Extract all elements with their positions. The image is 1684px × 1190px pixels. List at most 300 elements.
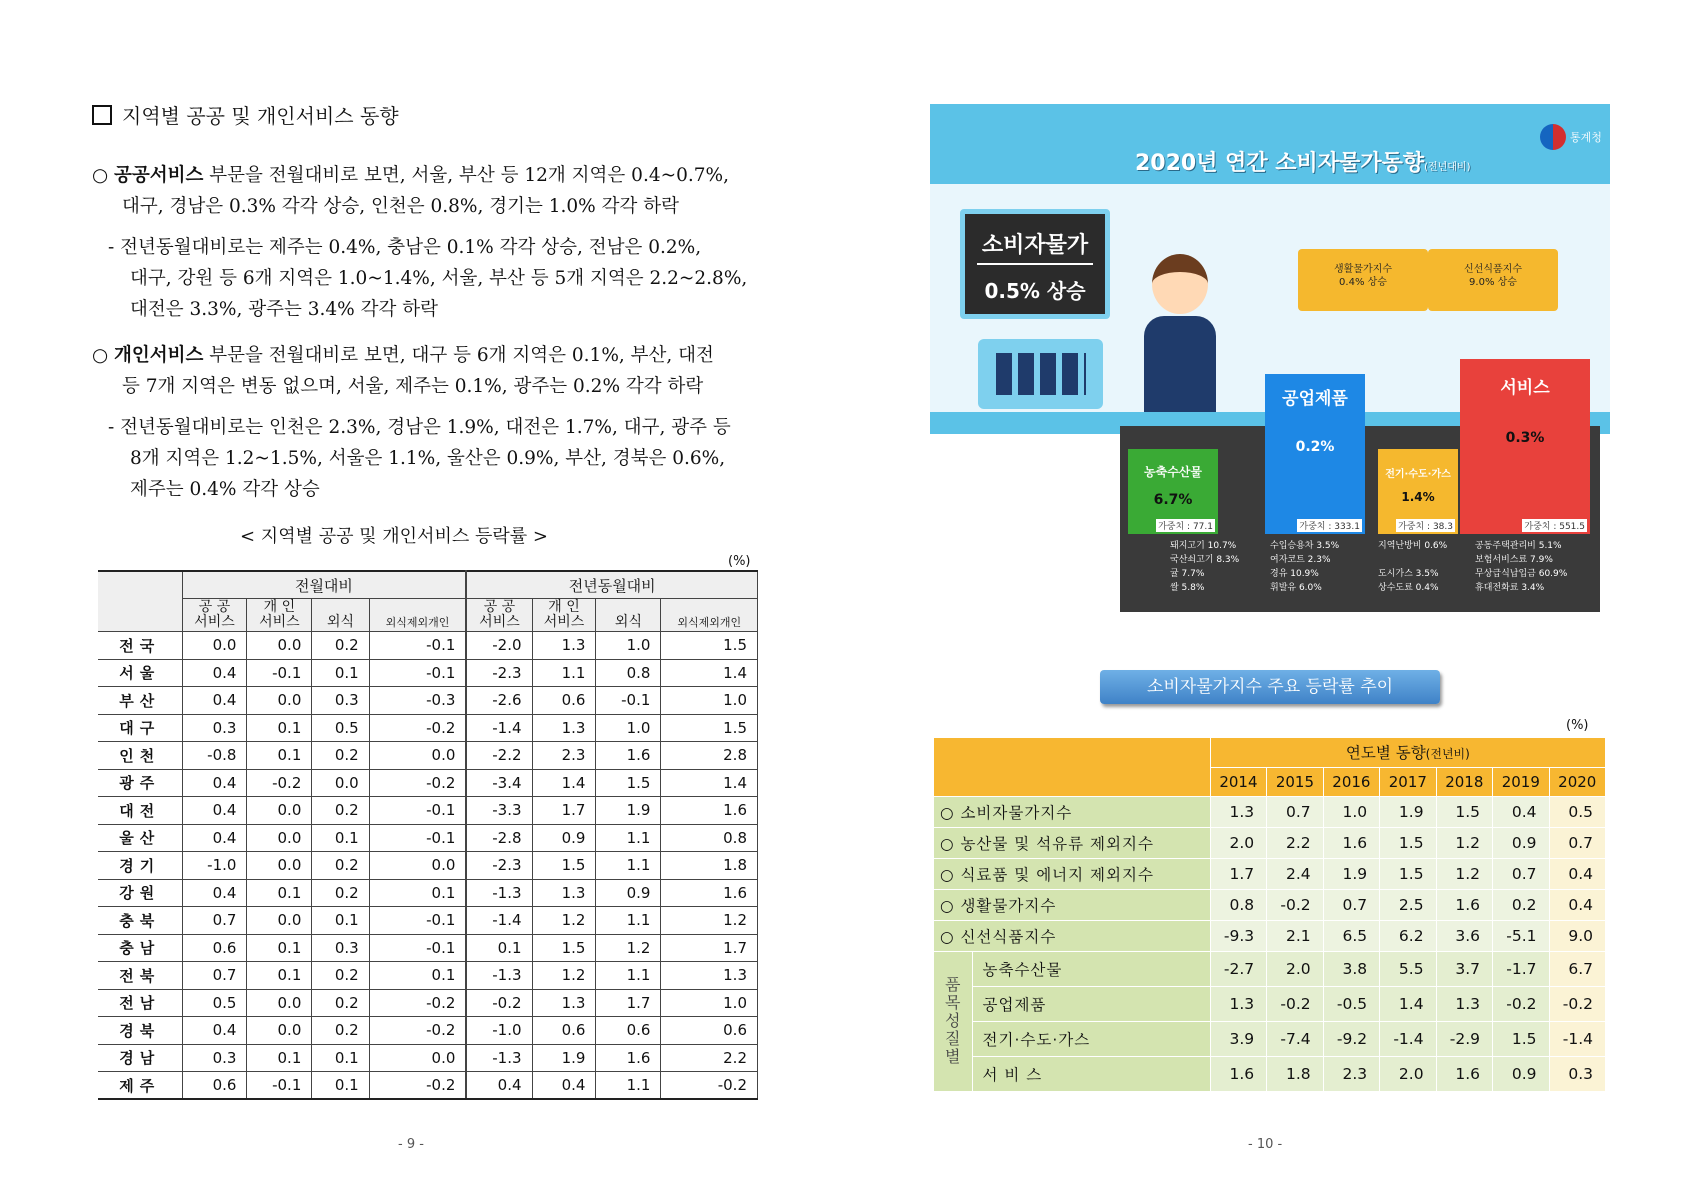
value-cell: 3.7 (1436, 951, 1492, 986)
paragraph-line: ○ 공공서비스 부문을 전월대비로 보면, 서울, 부산 등 12개 지역은 0.4~0.7%, (92, 165, 729, 186)
region-cell: 전북 (98, 962, 182, 990)
basket-living-index: 생활물가지수 0.4% 상승 (1298, 249, 1428, 311)
page-number: - 10 - (1248, 1137, 1283, 1152)
value-cell: 0.1 (247, 962, 312, 990)
table-row (98, 824, 758, 852)
region-cell: 전국 (98, 632, 182, 660)
subheader-exdining: 외식제외개인 (661, 599, 758, 632)
value-cell: 1.2 (1436, 858, 1492, 889)
value-cell: 0.0 (312, 769, 369, 797)
value-cell: 1.3 (661, 962, 758, 990)
value-cell: -0.1 (596, 687, 661, 715)
value-cell: 0.2 (312, 879, 369, 907)
table-row (934, 920, 1606, 951)
value-cell: 1.9 (532, 1044, 596, 1072)
value-cell: -0.1 (369, 797, 466, 825)
value-cell: 0.2 (312, 962, 369, 990)
value-cell: 1.6 (1323, 827, 1379, 858)
value-cell: -1.7 (1493, 951, 1549, 986)
value-cell: 0.1 (247, 714, 312, 742)
value-cell: 0.0 (247, 687, 312, 715)
value-cell: 1.6 (596, 742, 661, 770)
value-cell: 0.0 (247, 1017, 312, 1045)
value-cell: 0.6 (532, 687, 596, 715)
value-cell: 1.3 (532, 879, 596, 907)
table-row (98, 769, 758, 797)
value-cell: -2.7 (1210, 951, 1266, 986)
value-cell: 0.1 (312, 824, 369, 852)
value-cell: 0.9 (532, 824, 596, 852)
region-cell: 경남 (98, 1044, 182, 1072)
value-cell: -1.4 (466, 907, 532, 935)
value-cell: -2.6 (466, 687, 532, 715)
value-cell: -7.4 (1267, 1021, 1323, 1056)
value-cell: 0.9 (596, 879, 661, 907)
value-cell: -1.0 (466, 1017, 532, 1045)
value-cell: 0.1 (247, 934, 312, 962)
value-cell: 1.1 (596, 852, 661, 880)
row-label: ○ 식료품 및 에너지 제외지수 (934, 858, 1210, 889)
value-cell: 1.4 (661, 769, 758, 797)
value-cell: 1.4 (1380, 986, 1436, 1021)
value-cell: 0.0 (247, 907, 312, 935)
value-cell: 0.7 (1549, 827, 1605, 858)
table-row (934, 986, 1606, 1021)
subheader-private: 개 인 서비스 (532, 599, 596, 632)
value-cell: 0.6 (182, 934, 247, 962)
value-cell: -0.1 (369, 907, 466, 935)
paragraph-line: - 전년동월대비로는 제주는 0.4%, 충남은 0.1% 각각 상승, 전남은 0.2%, (108, 237, 702, 258)
value-cell: 1.5 (532, 934, 596, 962)
value-cell: 0.1 (247, 879, 312, 907)
value-cell: 0.3 (182, 714, 247, 742)
value-cell: 0.2 (312, 989, 369, 1017)
value-cell: 1.2 (661, 907, 758, 935)
value-cell: 3.6 (1436, 920, 1492, 951)
table-row (98, 687, 758, 715)
subheader-dining: 외식 (596, 599, 661, 632)
value-cell: 0.8 (1210, 889, 1266, 920)
bar-utilities: 전기·수도·가스 1.4% 가중치 : 38.3 (1378, 449, 1458, 534)
corner-header (98, 571, 182, 632)
subheader-public: 공 공 서비스 (182, 599, 247, 632)
value-cell: 1.7 (532, 797, 596, 825)
region-cell: 제주 (98, 1072, 182, 1100)
value-cell: 2.8 (661, 742, 758, 770)
value-cell: -2.8 (466, 824, 532, 852)
value-cell: 6.5 (1323, 920, 1379, 951)
value-cell: 1.0 (661, 687, 758, 715)
value-cell: -0.2 (1267, 889, 1323, 920)
paragraph-line: 등 7개 지역은 변동 없으며, 서울, 제주는 0.1%, 광주는 0.2% 각각 하락 (122, 376, 704, 397)
cash-register-icon (978, 339, 1103, 409)
value-cell: 0.4 (182, 824, 247, 852)
value-cell: 0.7 (1493, 858, 1549, 889)
year-header: 2018 (1436, 767, 1492, 796)
value-cell: 0.4 (466, 1072, 532, 1100)
bar-agri: 농축수산물 6.7% 가중치 : 77.1 (1128, 449, 1218, 534)
paragraph-line: 대전은 3.3%, 광주는 3.4% 각각 하락 (130, 299, 438, 320)
value-cell: 0.1 (369, 962, 466, 990)
value-cell: 1.2 (532, 907, 596, 935)
region-cell: 대구 (98, 714, 182, 742)
page-number: - 9 - (398, 1137, 424, 1152)
row-label: 농축수산물 (972, 951, 1210, 986)
value-cell: -1.4 (1380, 1021, 1436, 1056)
value-cell: 0.1 (247, 1044, 312, 1072)
value-cell: -0.2 (247, 769, 312, 797)
value-cell: 0.5 (182, 989, 247, 1017)
value-cell: 2.0 (1267, 951, 1323, 986)
table-row (934, 858, 1606, 889)
corner-header (934, 738, 1210, 796)
notes-industrial: 수입승용차 3.5% 여자코트 2.3% 경유 10.9% 휘발유 6.0% (1270, 541, 1340, 593)
region-cell: 충북 (98, 907, 182, 935)
value-cell: 0.0 (247, 824, 312, 852)
value-cell: 1.4 (661, 659, 758, 687)
table-unit: (%) (728, 554, 751, 569)
subheader-private: 개 인 서비스 (247, 599, 312, 632)
value-cell: 1.5 (596, 769, 661, 797)
value-cell: 0.4 (182, 687, 247, 715)
table-row (98, 1044, 758, 1072)
paragraph-public (92, 160, 772, 222)
value-cell: 2.2 (1267, 827, 1323, 858)
header-yoy: 전년동월대비 (466, 571, 757, 599)
value-cell: 1.4 (532, 769, 596, 797)
value-cell: -1.4 (466, 714, 532, 742)
cashier-illustration (1140, 254, 1220, 414)
value-cell: 0.0 (369, 852, 466, 880)
value-cell: 0.1 (312, 1072, 369, 1100)
region-cell: 강원 (98, 879, 182, 907)
value-cell: 2.1 (1267, 920, 1323, 951)
value-cell: 1.3 (532, 714, 596, 742)
value-cell: 0.8 (596, 659, 661, 687)
value-cell: 1.2 (1436, 827, 1492, 858)
paragraph-public-yoy (108, 232, 788, 325)
region-cell: 광주 (98, 769, 182, 797)
value-cell: 6.7 (1549, 951, 1605, 986)
value-cell: 0.7 (182, 907, 247, 935)
value-cell: 0.2 (312, 797, 369, 825)
header-annual: 연도별 동향(전년비) (1210, 738, 1605, 767)
region-cell: 부산 (98, 687, 182, 715)
row-label: ○ 신선식품지수 (934, 920, 1210, 951)
value-cell: 1.0 (661, 989, 758, 1017)
value-cell: 0.4 (1493, 796, 1549, 827)
cpi-sign-value: 0.5% 상승 (984, 279, 1086, 303)
value-cell: 0.2 (312, 852, 369, 880)
value-cell: 2.0 (1380, 1056, 1436, 1091)
value-cell: -2.9 (1436, 1021, 1492, 1056)
value-cell: -1.4 (1549, 1021, 1605, 1056)
notes-agri: 돼지고기 10.7% 국산쇠고기 8.3% 귤 7.7% 쌀 5.8% (1170, 541, 1240, 593)
notes-utilities: 지역난방비 0.6% 도시가스 3.5% 상수도료 0.4% (1378, 541, 1448, 593)
value-cell: 0.4 (1549, 858, 1605, 889)
value-cell: 1.5 (661, 632, 758, 660)
value-cell: 0.4 (182, 659, 247, 687)
value-cell: 1.9 (596, 797, 661, 825)
basket-fresh-index: 신선식품지수 9.0% 상승 (1428, 249, 1558, 311)
value-cell: 1.1 (596, 907, 661, 935)
year-header: 2017 (1380, 767, 1436, 796)
value-cell: -0.2 (369, 769, 466, 797)
value-cell: -0.2 (466, 989, 532, 1017)
cpi-infographic (930, 104, 1610, 612)
value-cell: 0.0 (247, 852, 312, 880)
value-cell: 0.0 (369, 1044, 466, 1072)
value-cell: 0.9 (1493, 1056, 1549, 1091)
value-cell: -3.4 (466, 769, 532, 797)
region-cell: 울산 (98, 824, 182, 852)
value-cell: 5.5 (1380, 951, 1436, 986)
value-cell: 2.3 (532, 742, 596, 770)
cpi-sign-label: 소비자물가 (977, 228, 1093, 265)
value-cell: 2.4 (1267, 858, 1323, 889)
value-cell: 1.3 (1210, 796, 1266, 827)
table-row (98, 797, 758, 825)
table-row (934, 951, 1606, 986)
table-row (98, 632, 758, 660)
table-title: < 지역별 공공 및 개인서비스 등락률 > (240, 526, 548, 547)
value-cell: 2.0 (1210, 827, 1266, 858)
value-cell: 3.8 (1323, 951, 1379, 986)
value-cell: 0.9 (1493, 827, 1549, 858)
value-cell: -0.1 (247, 659, 312, 687)
value-cell: 1.5 (1436, 796, 1492, 827)
table-row (98, 852, 758, 880)
value-cell: 0.4 (182, 769, 247, 797)
value-cell: 1.9 (1323, 858, 1379, 889)
year-header: 2014 (1210, 767, 1266, 796)
value-cell: -0.2 (1267, 986, 1323, 1021)
value-cell: 0.2 (312, 742, 369, 770)
row-label: ○ 소비자물가지수 (934, 796, 1210, 827)
table-row (934, 827, 1606, 858)
value-cell: 1.5 (1380, 858, 1436, 889)
bar-services: 서비스 0.3% 가중치 : 551.5 (1460, 359, 1590, 534)
subheader-public: 공 공 서비스 (466, 599, 532, 632)
table-unit: (%) (1566, 718, 1589, 733)
paragraph-private (92, 340, 772, 402)
paragraph-line: 제주는 0.4% 각각 상승 (130, 479, 320, 500)
value-cell: 1.1 (596, 1072, 661, 1100)
value-cell: 0.7 (182, 962, 247, 990)
value-cell: -2.0 (466, 632, 532, 660)
subheader-exdining: 외식제외개인 (369, 599, 466, 632)
value-cell: 0.3 (312, 687, 369, 715)
paragraph-line: - 전년동월대비로는 인천은 2.3%, 경남은 1.9%, 대전은 1.7%, 대구, 광주 등 (108, 417, 731, 438)
value-cell: 1.6 (1210, 1056, 1266, 1091)
value-cell: -0.2 (661, 1072, 758, 1100)
value-cell: -2.3 (466, 852, 532, 880)
value-cell: 1.7 (1210, 858, 1266, 889)
value-cell: 0.4 (182, 879, 247, 907)
bar-industrial: 공업제품 0.2% 가중치 : 333.1 (1265, 374, 1365, 534)
value-cell: 0.0 (247, 989, 312, 1017)
value-cell: 1.1 (596, 962, 661, 990)
value-cell: 0.5 (1549, 796, 1605, 827)
notes-services: 공동주택관리비 5.1% 보험서비스료 7.9% 무상급식납입금 60.9% 휴대전화료 3.4% (1475, 541, 1568, 593)
value-cell: 0.0 (182, 632, 247, 660)
value-cell: -0.1 (369, 824, 466, 852)
value-cell: -5.1 (1493, 920, 1549, 951)
value-cell: 0.3 (1549, 1056, 1605, 1091)
value-cell: -1.0 (182, 852, 247, 880)
value-cell: 0.2 (312, 632, 369, 660)
value-cell: 0.1 (247, 742, 312, 770)
paragraph-line: ○ 개인서비스 부문을 전월대비로 보면, 대구 등 6개 지역은 0.1%, 부산, 대전 (92, 345, 714, 366)
section-heading (92, 100, 399, 129)
taegeuk-icon (1540, 124, 1566, 150)
value-cell: 1.1 (596, 824, 661, 852)
value-cell: 1.9 (1380, 796, 1436, 827)
value-cell: -2.2 (466, 742, 532, 770)
value-cell: 1.2 (532, 962, 596, 990)
region-cell: 충남 (98, 934, 182, 962)
value-cell: 9.0 (1549, 920, 1605, 951)
value-cell: 0.8 (661, 824, 758, 852)
value-cell: 0.6 (532, 1017, 596, 1045)
value-cell: 0.0 (369, 742, 466, 770)
statistics-korea-logo: 통계청 (1540, 124, 1602, 150)
value-cell: 1.0 (596, 632, 661, 660)
value-cell: 2.5 (1380, 889, 1436, 920)
table-row (98, 989, 758, 1017)
value-cell: -0.2 (369, 989, 466, 1017)
paragraph-line: 대구, 강원 등 6개 지역은 1.0~1.4%, 서울, 부산 등 5개 지역은 2.2~2.8%, (130, 268, 748, 289)
table-row (934, 1021, 1606, 1056)
row-label: ○ 농산물 및 석유류 제외지수 (934, 827, 1210, 858)
value-cell: 0.0 (247, 632, 312, 660)
value-cell: -1.3 (466, 962, 532, 990)
value-cell: -0.5 (1323, 986, 1379, 1021)
value-cell: -0.2 (1549, 986, 1605, 1021)
value-cell: 0.4 (182, 1017, 247, 1045)
value-cell: 0.5 (312, 714, 369, 742)
table-row (98, 659, 758, 687)
value-cell: 1.6 (1436, 889, 1492, 920)
value-cell: 1.0 (596, 714, 661, 742)
value-cell: 0.6 (596, 1017, 661, 1045)
value-cell: 1.5 (532, 852, 596, 880)
value-cell: -0.1 (369, 934, 466, 962)
year-header: 2020 (1549, 767, 1605, 796)
value-cell: 1.3 (1436, 986, 1492, 1021)
value-cell: -0.1 (247, 1072, 312, 1100)
infographic-title: 2020년 연간 소비자물가동향(전년대비) (1135, 151, 1471, 176)
table-row (934, 889, 1606, 920)
value-cell: 0.7 (1323, 889, 1379, 920)
value-cell: 1.5 (1380, 827, 1436, 858)
value-cell: 1.5 (661, 714, 758, 742)
table-row (98, 714, 758, 742)
value-cell: 1.8 (661, 852, 758, 880)
region-cell: 경기 (98, 852, 182, 880)
row-label: 서 비 스 (972, 1056, 1210, 1091)
table-row (98, 879, 758, 907)
value-cell: 1.7 (596, 989, 661, 1017)
table-row (98, 1017, 758, 1045)
row-label: 전기·수도·가스 (972, 1021, 1210, 1056)
paragraph-line: 대구, 경남은 0.3% 각각 상승, 인천은 0.8%, 경기는 1.0% 각각 하락 (122, 196, 679, 217)
header-mom: 전월대비 (182, 571, 466, 599)
value-cell: 0.1 (312, 659, 369, 687)
value-cell: 2.3 (1323, 1056, 1379, 1091)
value-cell: 0.6 (661, 1017, 758, 1045)
value-cell: -1.3 (466, 1044, 532, 1072)
value-cell: 1.8 (1267, 1056, 1323, 1091)
regional-services-table (98, 570, 758, 1100)
value-cell: 0.3 (312, 934, 369, 962)
side-label: 품 목 성 질 별 (934, 951, 972, 1091)
value-cell: 0.4 (1549, 889, 1605, 920)
region-cell: 대전 (98, 797, 182, 825)
value-cell: 1.6 (661, 879, 758, 907)
value-cell: 0.4 (532, 1072, 596, 1100)
table-row (98, 934, 758, 962)
value-cell: -3.3 (466, 797, 532, 825)
value-cell: -0.2 (1493, 986, 1549, 1021)
trend-title-button: 소비자물가지수 주요 등락률 추이 (1100, 670, 1440, 704)
table-row (98, 962, 758, 990)
cpi-sign (960, 209, 1110, 319)
value-cell: -0.2 (369, 1072, 466, 1100)
paragraph-line: 8개 지역은 1.2~1.5%, 서울은 1.1%, 울산은 0.9%, 부산, 경북은 0.6%, (130, 448, 726, 469)
value-cell: 1.2 (596, 934, 661, 962)
value-cell: 1.1 (532, 659, 596, 687)
value-cell: 6.2 (1380, 920, 1436, 951)
value-cell: 0.3 (182, 1044, 247, 1072)
value-cell: 0.2 (312, 1017, 369, 1045)
value-cell: -0.3 (369, 687, 466, 715)
value-cell: 0.1 (369, 879, 466, 907)
year-header: 2016 (1323, 767, 1379, 796)
value-cell: -9.2 (1323, 1021, 1379, 1056)
value-cell: 1.7 (661, 934, 758, 962)
value-cell: 3.9 (1210, 1021, 1266, 1056)
year-header: 2015 (1267, 767, 1323, 796)
table-row (934, 796, 1606, 827)
row-label: ○ 생활물가지수 (934, 889, 1210, 920)
value-cell: -9.3 (1210, 920, 1266, 951)
value-cell: 1.3 (532, 632, 596, 660)
value-cell: -0.1 (369, 659, 466, 687)
value-cell: 1.6 (1436, 1056, 1492, 1091)
paragraph-private-yoy (108, 412, 788, 505)
value-cell: 0.4 (182, 797, 247, 825)
value-cell: 1.5 (1493, 1021, 1549, 1056)
value-cell: -2.3 (466, 659, 532, 687)
value-cell: 1.6 (661, 797, 758, 825)
section-heading-text: 지역별 공공 및 개인서비스 동향 (122, 104, 399, 128)
value-cell: 1.3 (1210, 986, 1266, 1021)
value-cell: -0.2 (369, 1017, 466, 1045)
value-cell: 2.2 (661, 1044, 758, 1072)
value-cell: 1.3 (532, 989, 596, 1017)
value-cell: 0.6 (182, 1072, 247, 1100)
value-cell: -1.3 (466, 879, 532, 907)
year-header: 2019 (1493, 767, 1549, 796)
region-cell: 전남 (98, 989, 182, 1017)
region-cell: 서울 (98, 659, 182, 687)
region-cell: 인천 (98, 742, 182, 770)
value-cell: 0.1 (312, 907, 369, 935)
value-cell: 0.0 (247, 797, 312, 825)
value-cell: 1.0 (1323, 796, 1379, 827)
region-cell: 경북 (98, 1017, 182, 1045)
